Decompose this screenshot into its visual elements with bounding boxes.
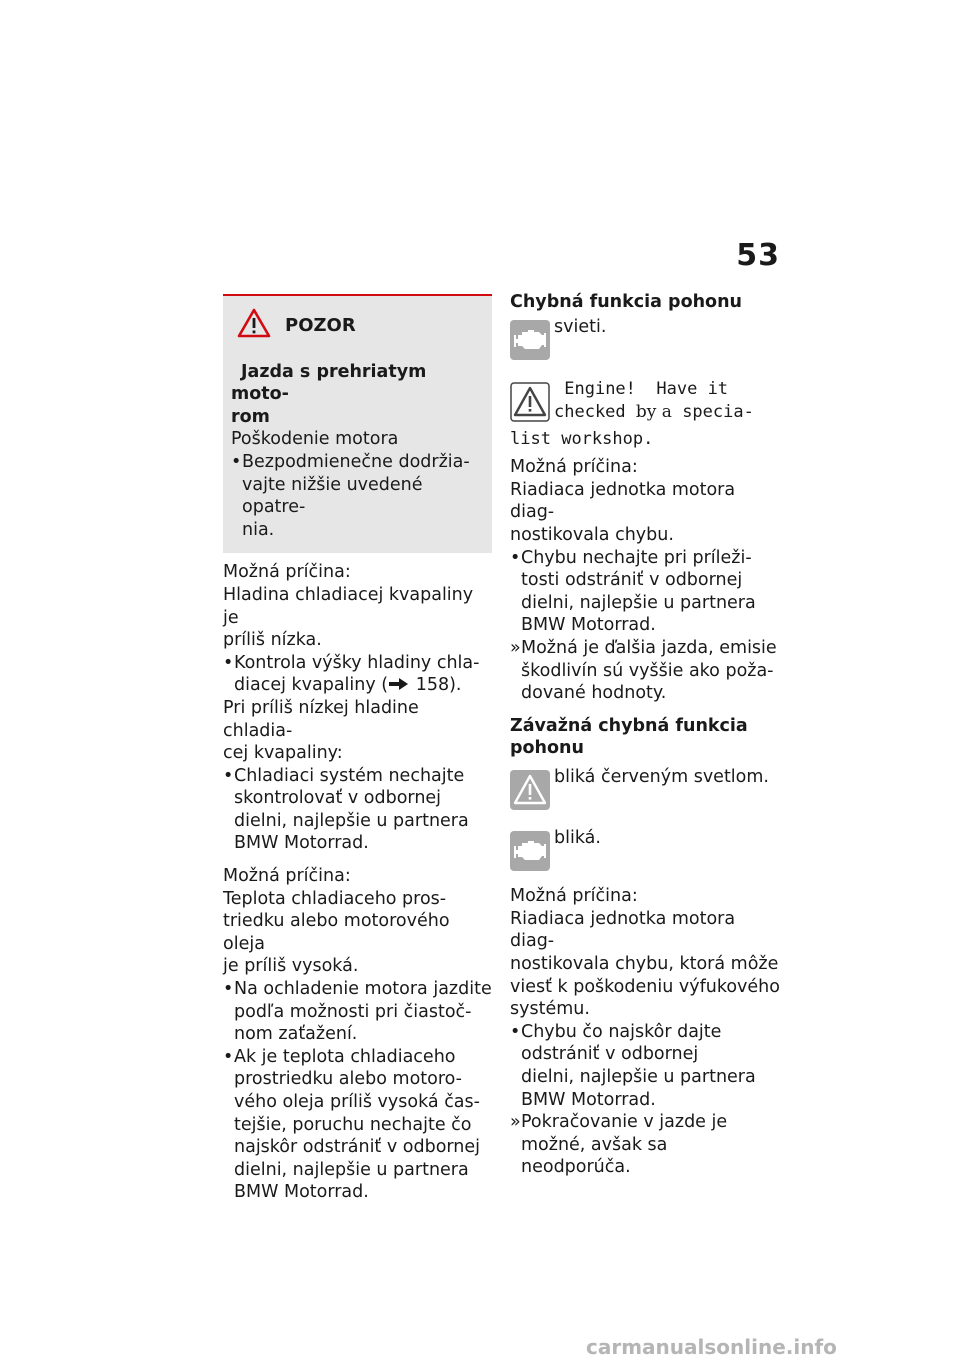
general-warning-row [510, 766, 780, 817]
display-message-cont: list workshop. [510, 428, 654, 449]
display-message: Engine! Have it checked by a specia- [554, 379, 754, 422]
list-item: • Kontrola výšky hladiny chla- diacej kvapaliny ( 158). [223, 652, 480, 696]
cause-label: Možná príčina: [223, 866, 351, 887]
cause-text: Teplota chladiaceho pros- triedku alebo motorového oleja je príliš vysoká. [223, 888, 450, 977]
list-item: • Chybu nechajte pri príleži- tosti odstrániť v odbornej dielni, najlepšie u partnera BMW Motorrad. [510, 547, 756, 636]
engine-indicator-row [510, 827, 780, 878]
right-column [510, 291, 780, 1179]
general-warning-icon [510, 382, 550, 429]
general-warning-icon [510, 770, 550, 817]
cause-label: Možná príčina: [510, 457, 638, 478]
watermark[interactable]: carmanualsonline.info [586, 1335, 837, 1359]
indicator-status-text: bliká. [554, 827, 601, 848]
page-reference-arrow-icon [388, 675, 410, 695]
cause-text: Hladina chladiacej kvapaliny je príliš nízka. [223, 584, 474, 651]
list-item: • Chladiaci systém nechajte skontrolovať v odbornej dielni, najlepšie u partnera BMW Motorrad. [223, 765, 469, 854]
warning-label: POZOR [285, 315, 356, 336]
cause-block-1 [223, 561, 492, 855]
list-item: • Ak je teplota chladiaceho prostriedku alebo motoro- vého oleja príliš vysoká čas- tejšie, poruchu nechajte čo najskôr odstrániť v odbornej dielni, najlepšie u partnera BMW Motorrad. [223, 1046, 481, 1203]
result-item: » Pokračovanie v jazde je možné, avšak sa neodporúča. [510, 1112, 728, 1178]
warning-header [237, 308, 482, 345]
left-column [223, 294, 492, 1204]
cause-followup: Pri príliš nízkej hladine chladia- cej kvapaliny: [223, 697, 419, 764]
warning-triangle-icon [237, 308, 271, 345]
engine-check-icon [510, 831, 550, 878]
cause-label: Možná príčina: [223, 562, 351, 583]
engine-indicator-row [510, 316, 780, 367]
warning-consequence: Poškodenie motora [231, 429, 399, 450]
engine-check-icon [510, 320, 550, 367]
general-warning-row [510, 378, 780, 429]
result-item: » Možná je ďalšia jazda, emisie škodlivín sú vyššie ako poža- dované hodnoty. [510, 638, 777, 704]
section-heading: Chybná funkcia pohonu [510, 292, 742, 312]
warning-subtitle: Jazda s prehriatym moto- [231, 361, 427, 405]
cause-text: Riadiaca jednotka motora diag- nostikovala chybu, ktorá môže viesť k poškodeniu výfukového systému. [510, 908, 780, 1020]
list-item: • Chybu čo najskôr dajte odstrániť v odbornej dielni, najlepšie u partnera BMW Motorrad. [510, 1021, 756, 1110]
page-reference-link[interactable]: 158 [415, 675, 450, 696]
warning-bullet: • Bezpodmienečne dodržia- vajte nižšie uvedené opatre- nia. [231, 451, 470, 540]
list-item: • Na ochladenie motora jazdite podľa možnosti pri čiastoč- nom zaťažení. [223, 979, 492, 1045]
warning-box [223, 294, 492, 553]
section-heading: Závažná chybná funkcia pohonu [510, 715, 748, 759]
indicator-status-text: bliká červeným svetlom. [554, 767, 769, 787]
cause-block-2 [223, 865, 492, 1204]
cause-label: Možná príčina: [510, 886, 638, 907]
page-number: 53 [736, 238, 780, 273]
warning-subtitle-cont: rom [231, 406, 270, 427]
indicator-status-text: svieti. [554, 316, 607, 337]
cause-text: Riadiaca jednotka motora diag- nostikovala chybu. [510, 479, 736, 546]
